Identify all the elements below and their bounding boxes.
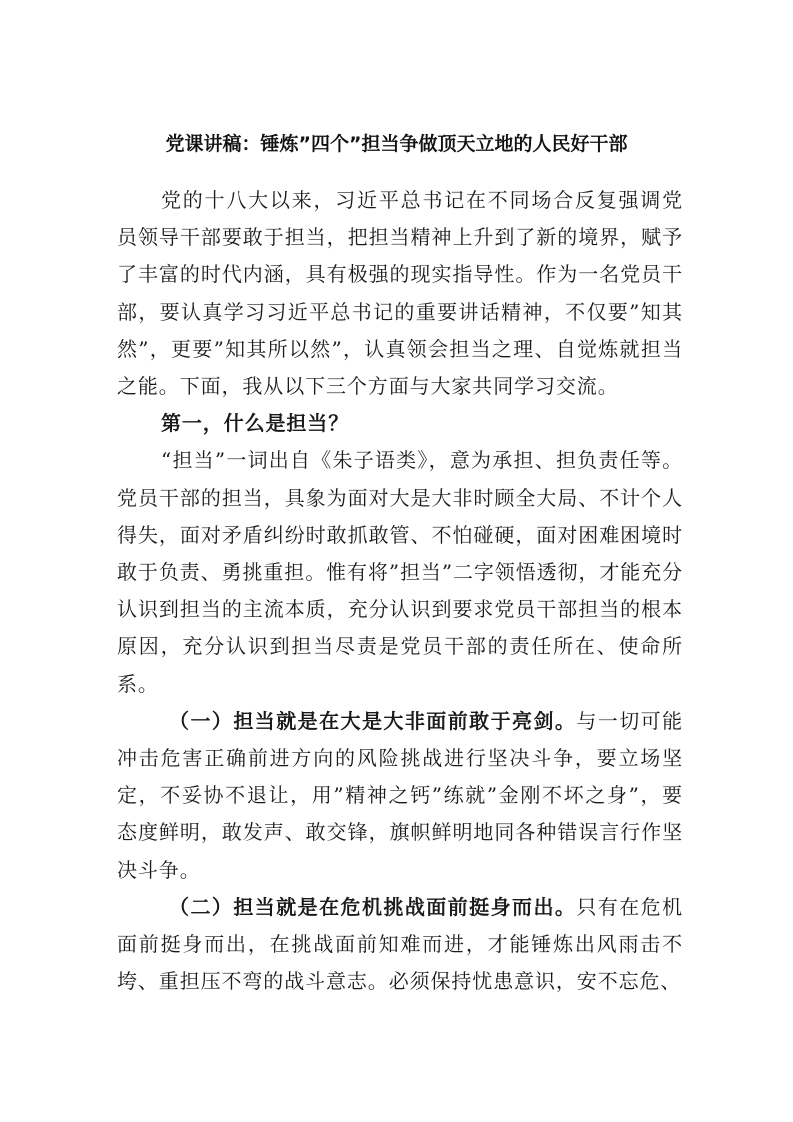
section-heading-what-is-responsibility: 第一，什么是担当？	[161, 411, 350, 436]
point1-text: 与一切可能冲击危害正确前进方向的风险挑战进行坚决斗争，要立场坚定，不妥协不退让，用”精神之钙”练就”金刚不坏之身”，要态度鲜明，敢发声、敢交锋，旗帜鲜明地同各种错误言行作坚决斗争。	[117, 708, 683, 882]
point1-paragraph	[117, 703, 683, 889]
point2-text: 只有在危机面前挺身而出，在挑战面前知难而进，才能锤炼出风雨击不垮、重担压不弯的战斗意志。必须保持忧患意识，安不忘危、	[117, 894, 683, 994]
document-title: 党课讲稿：锤炼”四个”担当争做顶天立地的人民好干部	[165, 133, 628, 155]
point2-paragraph	[117, 889, 683, 1001]
intro-paragraph: 党的十八大以来，习近平总书记在不同场合反复强调党员领导干部要敢于担当，把担当精神上升到了新的境界，赋予了丰富的时代内涵，具有极强的现实指导性。作为一名党员干部，要认真学习习近平总书记的重要讲话精神，不仅要”知其然”，更要”知其所以然”，认真领会担当之理、自觉炼就担当之能。下面，我从以下三个方面与大家共同学习交流。	[117, 188, 683, 399]
point2-lead: （二）担当就是在危机挑战面前挺身而出。	[169, 894, 577, 919]
section1-paragraph: “担当”一词出自《朱子语类》，意为承担、担负责任等。党员干部的担当，具象为面对大是大非时顾全大局、不计个人得失，面对矛盾纠纷时敢抓敢管、不怕碰硬，面对困难困境时敢于负责、勇挑重担。惟有将”担当”二字领悟透彻，才能充分认识到担当的主流本质，充分认识到要求党员干部担当的根本原因，充分认识到担当尽责是党员干部的责任所在、使命所系。	[117, 448, 683, 696]
document-body	[117, 182, 683, 1000]
point1-lead: （一）担当就是在大是大非面前敢于亮剑。	[169, 708, 577, 733]
